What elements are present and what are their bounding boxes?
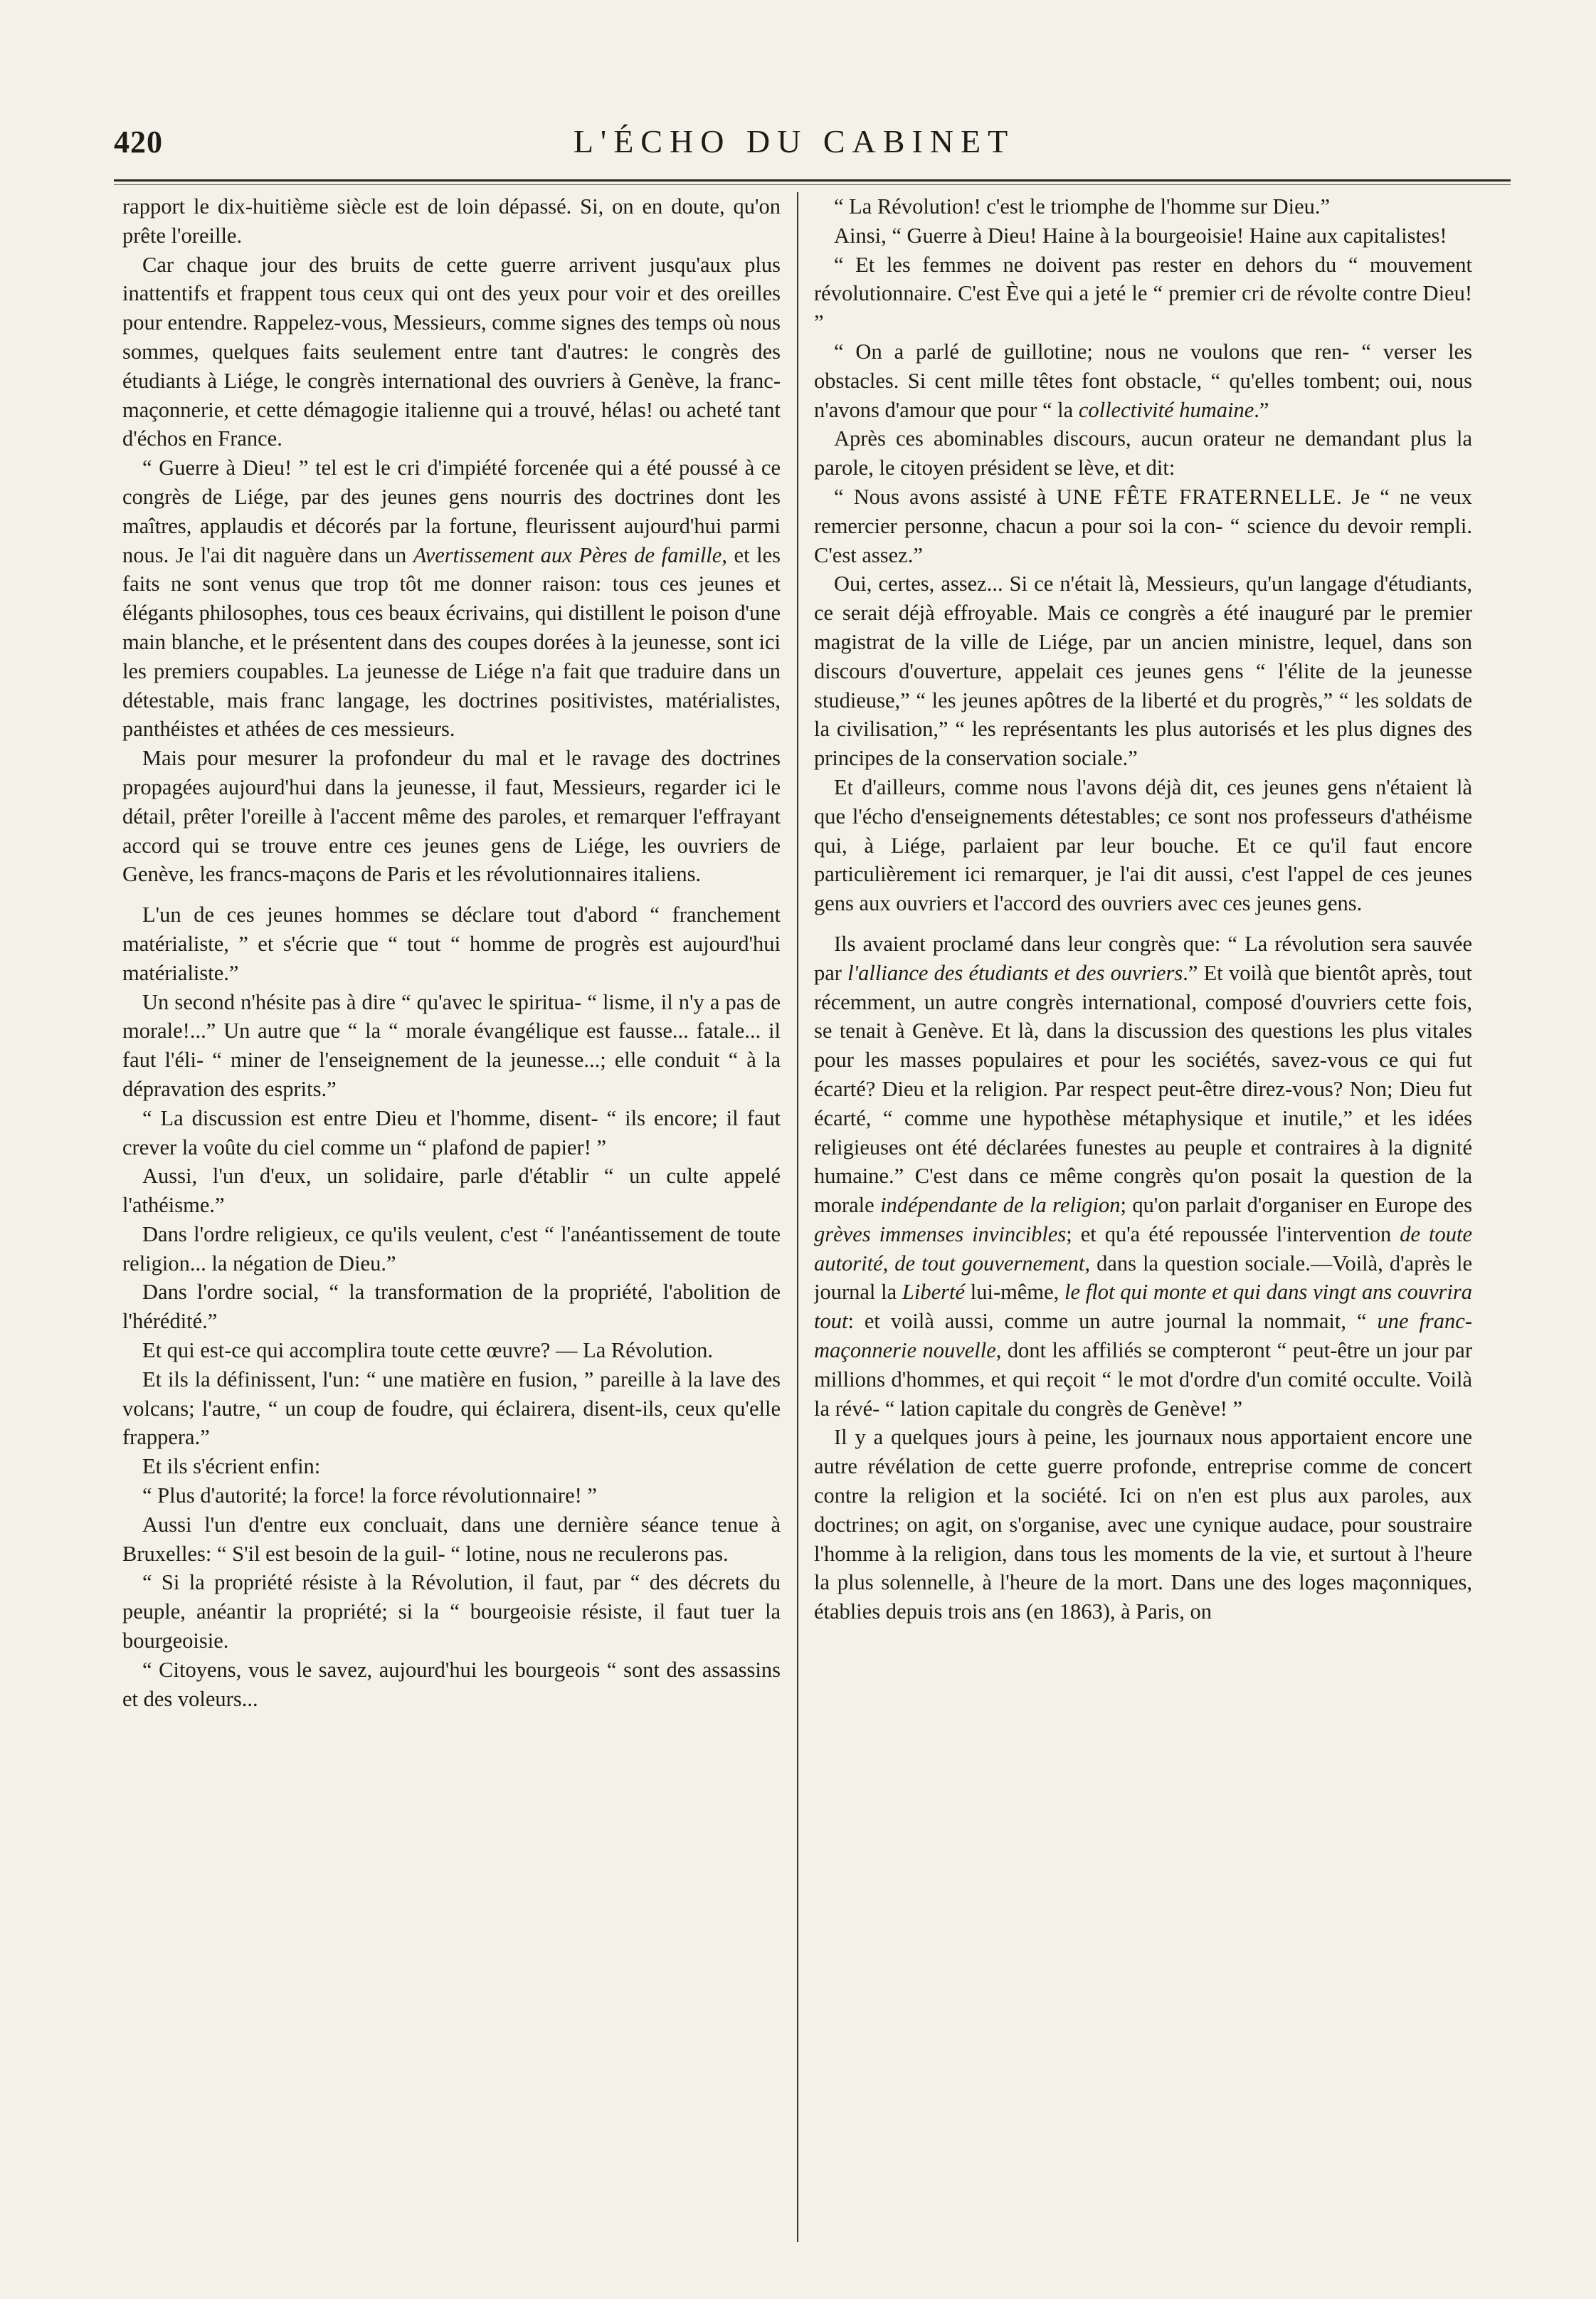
paragraph: Oui, certes, assez... Si ce n'était là, Messieurs, qu'un langage d'étudiants, ce serait déjà effroyable. Mais ce congrès a été inauguré par le premier magistrat de la ville de Liége, par un ancien ministre, lequel, dans son discours d'ouverture, appelait ces jeunes gens “ l'élite de la jeunesse studieuse,” “ les jeunes apôtres de la liberté et du progrès,” “ les soldats de la civilisation,” “ les représentants les plus autorisés et les plus dignes des principes de la conservation sociale.” <box>814 572 1472 771</box>
paragraph: Un second n'hésite pas à dire “ qu'avec le spiritua- “ lisme, il n'y a pas de morale!...” Un autre que “ la “ morale évangélique est fausse... fatale... il faut l'éli- “ miner de l'enseignement de la jeunesse...; elle conduit “ à la dépravation des esprits.” <box>122 989 781 1101</box>
paragraph: “ Citoyens, vous le savez, aujourd'hui les bourgeois “ sont des assassins et des voleurs... <box>122 1657 781 1711</box>
page-header <box>114 122 1511 177</box>
text-run: . Je “ ne veux remercier personne, chacun a pour soi la con- “ science du devoir rempli. C'est assez.” <box>814 484 1472 567</box>
italic-phrase: indépendante de la religion <box>880 1193 1121 1218</box>
right-column <box>814 192 1472 2242</box>
paragraph: Aussi l'un d'entre eux concluait, dans une dernière séance tenue à Bruxelles: “ S'il est besoin de la guil- “ lotine, nous ne reculerons pas. <box>122 1512 781 1566</box>
text-run: “ On a parlé de guillotine; nous ne voulons que ren- “ verser les obstacles. Si cent mille têtes font obstacle, “ qu'elles tombent; oui, nous n'avons d'amour que pour “ la <box>814 339 1472 422</box>
running-title: L'ÉCHO DU CABINET <box>573 123 1015 159</box>
paragraph: Après ces abominables discours, aucun orateur ne demandant plus la parole, le citoyen président se lève, et dit: <box>814 426 1472 480</box>
italic-phrase: l'alliance des étudiants et des ouvriers <box>847 960 1183 985</box>
paragraph: “ Si la propriété résiste à la Révolution, il faut, par “ des décrets du peuple, anéantir la propriété; si la “ bourgeoisie résiste, il faut tuer la bourgeoisie. <box>122 1570 781 1653</box>
paragraph: Et d'ailleurs, comme nous l'avons déjà dit, ces jeunes gens n'étaient là que l'écho d'enseignements détestables; ce sont nos professeurs d'athéisme qui, à Liége, parlaient par leur bouche. Et ce qu'il faut encore particulièrement ici remarquer, je l'ai dit aussi, c'est l'appel de ces jeunes gens aux ouvriers et l'accord des ouvriers avec ces jeunes gens. <box>814 774 1472 916</box>
text-run: , dont les affiliés se compteront “ peut-être un jour par millions d'hommes, et qui reçoit “ le mot d'ordre d'un comité occulte. Voilà la révé- “ lation capitale du congrès de Genève! ” <box>814 1338 1472 1421</box>
header-rule <box>114 179 1511 185</box>
text-run: ; qu'on parlait d'organiser en Europe des <box>1120 1193 1472 1218</box>
paragraph: Ainsi, “ Guerre à Dieu! Haine à la bourgeoisie! Haine aux capitalistes! <box>834 223 1447 248</box>
page-number: 420 <box>114 125 163 159</box>
paragraph: Et ils s'écrient enfin: <box>142 1454 321 1479</box>
text-run: Ils avaient proclamé dans leur congrès que: “ La révolution sera sauvée par <box>814 931 1472 985</box>
italic-phrase: collectivité humaine <box>1078 397 1254 422</box>
text-run: : et voilà aussi, comme un autre journal la nommait, “ <box>847 1309 1378 1334</box>
text-run: ; et qu'a été repoussée l'intervention <box>1066 1221 1400 1246</box>
paragraph: Mais pour mesurer la profondeur du mal et le ravage des doctrines propagées aujourd'hui dans la jeunesse, il faut, Messieurs, regarder ici le détail, prêter l'oreille à l'accent même des paroles, et remarquer l'effrayant accord qui se trouve entre ces jeunes gens de Liége, les ouvriers de Genève, les francs-maçons de Paris et les révolutionnaires italiens. <box>122 746 781 887</box>
text-run: .” <box>1254 397 1269 422</box>
italic-title: Avertissement aux Pères de famille <box>413 542 722 567</box>
paragraph: Dans l'ordre religieux, ce qu'ils veulent, c'est “ l'anéantissement de toute religion... la négation de Dieu.” <box>122 1221 781 1275</box>
italic-phrase: Liberté <box>902 1280 966 1305</box>
text-run: “ Guerre à Dieu! ” tel est le cri d'impiété forcenée qui a été poussé à ce congrès de Liége, par des jeunes gens nourris des doctrines dont les maîtres, applaudis et décorés par la fortune, fleurissent aujourd'hui parmi nous. Je l'ai dit naguère dans un <box>122 456 781 567</box>
italic-phrase: une franc-maçonnerie nouvelle <box>814 1309 1472 1363</box>
paragraph: Car chaque jour des bruits de cette guerre arrivent jusqu'aux plus inattentifs et frappent tous ceux qui ont des yeux pour voir et des oreilles pour entendre. Rappelez-vous, Messieurs, comme signes des temps où nous sommes, quelques faits seulement entre tant d'autres: le congrès des étudiants à Liége, le congrès international des ouvriers à Genève, la franc-maçonnerie, et cette démagogie italienne qui a trouvé, hélas! ou acheté tant d'échos en France. <box>122 252 781 451</box>
paragraph: Et qui est-ce qui accomplira toute cette œuvre? — La Révolution. <box>142 1338 714 1363</box>
text-columns <box>122 192 1513 2242</box>
italic-phrase: grèves immenses invincibles <box>814 1221 1067 1246</box>
paragraph: rapport le dix-huitième siècle est de loin dépassé. Si, on en doute, qu'on prête l'oreille. <box>122 194 781 248</box>
italic-phrase: de toute autorité, de tout gouvernement <box>814 1221 1472 1275</box>
paragraph: “ Et les femmes ne doivent pas rester en dehors du “ mouvement révolutionnaire. C'est Ève qui a jeté le “ premier cri de révolte contre Dieu! ” <box>814 252 1472 335</box>
text-run: “ Nous avons assisté à <box>834 484 1057 509</box>
paragraph: Et ils la définissent, l'un: “ une matière en fusion, ” pareille à la lave des volcans; l'autre, “ un coup de foudre, qui éclairera, disent-ils, ceux qu'elle frappera.” <box>122 1367 781 1450</box>
paragraph <box>122 453 781 744</box>
text-run: , dans la question sociale.—Voilà, d'après le journal la <box>814 1251 1472 1305</box>
paragraph: Il y a quelques jours à peine, les journaux nous apportaient encore une autre révélation de cette guerre profonde, entreprise comme de concert contre la religion et la société. Ici on n'en est plus aux paroles, aux doctrines; on agit, on s'organise, avec une cynique audace, pour soustraire l'homme à la religion, dans tous les moments de la vie, et surtout à l'heure la plus solennelle, à l'heure de la mort. Dans une des loges maçonniques, établies depuis trois ans (en 1863), à Paris, on <box>814 1425 1472 1624</box>
paragraph: “ Plus d'autorité; la force! la force révolutionnaire! ” <box>142 1483 597 1508</box>
left-column <box>122 192 781 2242</box>
column-divider <box>797 192 798 2242</box>
paragraph <box>814 930 1472 1424</box>
paragraph: L'un de ces jeunes hommes se déclare tout d'abord “ franchement matérialiste, ” et s'écrie que “ tout “ homme de progrès est aujourd'hui matérialiste.” <box>122 903 781 985</box>
italic-phrase: le flot qui monte et qui dans vingt ans couvrira tout <box>814 1280 1472 1334</box>
paragraph: Dans l'ordre social, “ la transformation de la propriété, l'abolition de l'hérédité.” <box>122 1280 781 1334</box>
text-run: .” Et voilà que bientôt après, tout récemment, un autre congrès international, composé d'ouvriers cette fois, se tenait à Genève. Et là, dans la discussion des questions les plus vitales pour les masses populaires et pour les sociétés, savez-vous ce qui fut écarté? Dieu et la religion. Par respect peut-être direz-vous? Non; Dieu fut écarté, “ comme une hypothèse métaphysique et inutile,” et les idées religieuses ont été déclarées funestes au peuple et contraires à la dignité humaine.” C'est dans ce même congrès qu'on posait la question de la morale <box>814 960 1472 1218</box>
text-run: , et les faits ne sont venus que trop tôt me donner raison: tous ces jeunes et élégants philosophes, tous ces beaux écrivains, qui distillent le poison d'une main blanche, et le présentent dans des coupes dorées à la jeunesse, sont ici les premiers coupables. La jeunesse de Liége n'a fait que traduire dans un détestable, mais franc langage, les doctrines positivistes, matérialistes, panthéistes et athées de ces messieurs. <box>122 542 781 742</box>
paragraph: Aussi, l'un d'eux, un solidaire, parle d'établir “ un culte appelé l'athéisme.” <box>122 1164 781 1218</box>
text-run: lui-même, <box>965 1280 1065 1305</box>
small-caps-phrase: UNE FÊTE FRATERNELLE <box>1056 484 1337 509</box>
paragraph: “ La discussion est entre Dieu et l'homme, disent- “ ils encore; il faut crever la voûte du ciel comme un “ plafond de papier! ” <box>122 1105 781 1159</box>
paragraph: “ La Révolution! c'est le triomphe de l'homme sur Dieu.” <box>834 194 1331 219</box>
paragraph <box>814 483 1472 569</box>
paragraph <box>814 337 1472 424</box>
